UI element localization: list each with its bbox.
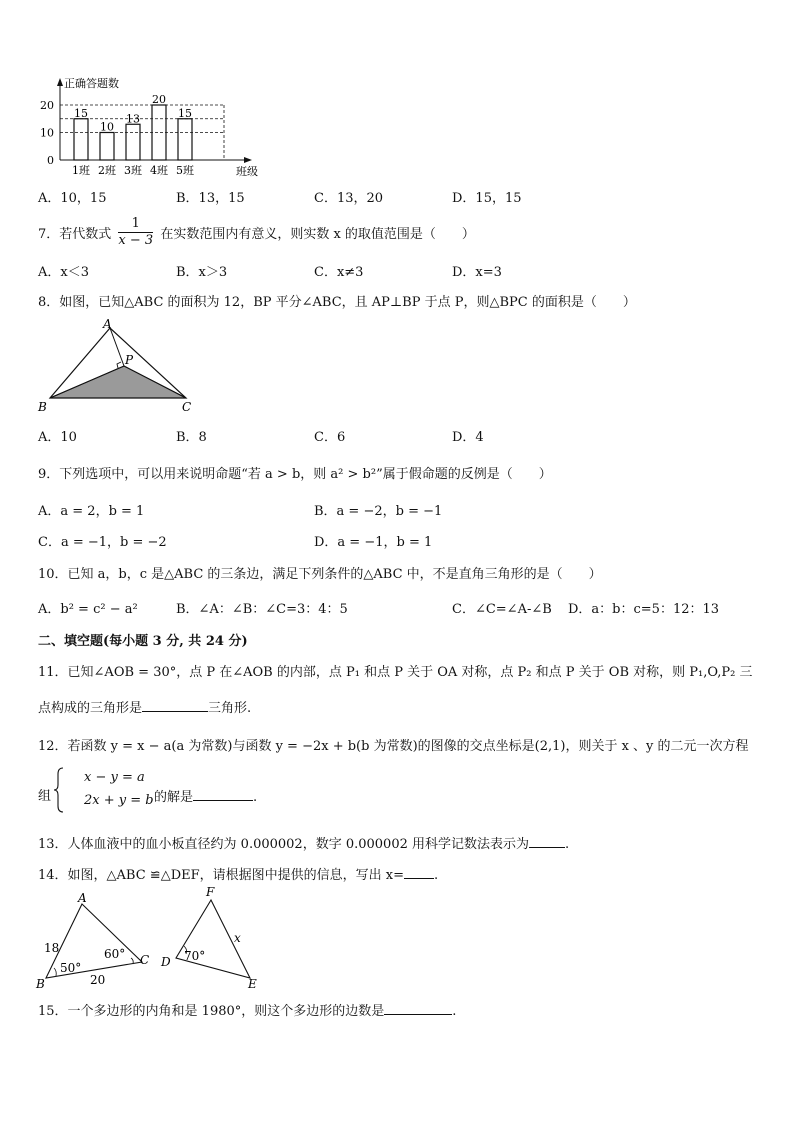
bar-value-label: 15 xyxy=(178,106,192,120)
bar xyxy=(178,119,192,160)
side-fe-length: x xyxy=(234,931,241,945)
q6-option-a[interactable]: A．10，15 xyxy=(38,191,107,206)
label-e: E xyxy=(248,977,257,991)
side-ab-length: 18 xyxy=(44,941,60,955)
bar xyxy=(126,124,140,160)
q14-text: 14．如图，△ABC ≌△DEF，请根据图中提供的信息，写出 x= xyxy=(38,868,404,883)
category-label: 1班 xyxy=(72,164,90,177)
q7-fraction-denominator: x − 3 xyxy=(118,233,154,248)
q12-answer-blank[interactable] xyxy=(193,788,253,801)
q10-stem: 10．已知 a，b，c 是△ABC 的三条边，满足下列条件的△ABC 中，不是直角三角形的是（ ） xyxy=(38,567,602,582)
bar xyxy=(152,105,166,160)
side-bc-length: 20 xyxy=(90,973,106,987)
q15-text: 15．一个多边形的内角和是 1980°，则这个多边形的边数是 xyxy=(38,1004,385,1019)
q15-answer-blank[interactable] xyxy=(384,1002,452,1015)
q11-answer-blank[interactable] xyxy=(142,699,208,712)
label-p: P xyxy=(125,353,134,367)
angle-b-arc xyxy=(54,968,56,976)
x-axis-label: 班级 xyxy=(236,165,258,178)
q12-zu: 组 xyxy=(38,789,52,804)
q11-line-2 xyxy=(38,697,251,716)
q12-line-1: 12．若函数 y = x − a(a 为常数)与函数 y = −2x + b(b 为常数)的图像的交点坐标是(2,1)，则关于 x 、y 的二元一次方程 xyxy=(38,739,749,754)
bar-chart xyxy=(30,72,270,180)
q8-option-b[interactable]: B．8 xyxy=(176,430,207,445)
angle-d-value: 70° xyxy=(184,949,206,963)
q13-stem: 13．人体血液中的血小板直径约为 0.000002，数字 0.000002 用科学记数法表示为 . xyxy=(38,837,570,852)
q7-fraction-numerator: 1 xyxy=(118,216,153,233)
angle-b-value: 50° xyxy=(60,961,82,975)
q11-line-2-lead: 点构成的三角形是 xyxy=(38,701,143,716)
bar-value-label: 20 xyxy=(152,93,166,106)
brace-icon xyxy=(52,766,66,814)
category-label: 4班 xyxy=(150,164,168,177)
q9-stem: 9．下列选项中，可以用来说明命题“若 a > b，则 a² > b²”属于假命题的反例是（ ） xyxy=(38,467,552,482)
q10-option-b[interactable]: B．∠A：∠B：∠C=3：4：5 xyxy=(176,602,348,617)
q10-option-d[interactable]: D．a：b：c=5：12：13 xyxy=(568,602,720,617)
q14-answer-blank[interactable] xyxy=(404,866,434,879)
q14-congruent-triangles-figure xyxy=(34,884,274,992)
y-axis-arrow xyxy=(57,78,63,86)
q12-tail: 的解是 . xyxy=(154,790,258,805)
q15-stem: 15．一个多边形的内角和是 1980°，则这个多边形的边数是 . xyxy=(38,1004,457,1019)
y-tick-label: 10 xyxy=(40,126,54,140)
q9-option-b[interactable]: B．a = −2，b = −1 xyxy=(314,504,443,519)
q12-equation-2: 2x + y = b xyxy=(84,793,154,808)
q12-system xyxy=(38,766,298,814)
chart-title: 正确答题数 xyxy=(64,77,119,90)
q7-suffix: 在实数范围内有意义，则实数 x 的取值范围是（ ） xyxy=(160,227,475,242)
q9-option-d[interactable]: D．a = −1，b = 1 xyxy=(314,535,433,550)
label-a: A xyxy=(78,891,87,905)
q6-option-b[interactable]: B．13，15 xyxy=(176,191,245,206)
bar-value-label: 13 xyxy=(126,112,140,126)
q7-stem xyxy=(38,216,475,249)
label-b: B xyxy=(36,977,45,991)
q8-stem: 8．如图，已知△ABC 的面积为 12，BP 平分∠ABC，且 AP⊥BP 于点 P，则△BPC 的面积是（ ） xyxy=(38,295,636,310)
q13-text: 13．人体血液中的血小板直径约为 0.000002，数字 0.000002 用科学记数法表示为 xyxy=(38,837,529,852)
q7-fraction xyxy=(118,216,153,249)
q7-option-c[interactable]: C．x≠3 xyxy=(314,265,364,280)
shaded-triangle-bpc xyxy=(50,366,186,398)
q8-option-a[interactable]: A．10 xyxy=(38,430,77,445)
q6-option-c[interactable]: C．13，20 xyxy=(314,191,384,206)
q14-stem: 14．如图，△ABC ≌△DEF，请根据图中提供的信息，写出 x= . xyxy=(38,868,439,883)
category-label: 3班 xyxy=(124,164,142,177)
category-label: 5班 xyxy=(176,164,194,177)
angle-c-value: 60° xyxy=(104,947,126,961)
y-tick-label: 0 xyxy=(47,154,54,167)
x-axis-arrow xyxy=(244,157,252,163)
q8-option-d[interactable]: D．4 xyxy=(452,430,484,445)
bar xyxy=(74,119,88,160)
label-a: A xyxy=(103,317,112,331)
q11-line-1: 11．已知∠AOB = 30°，点 P 在∠AOB 的内部，点 P₁ 和点 P 关于 OA 对称，点 P₂ 和点 P 关于 OB 对称，则 P₁,O,P₂ 三 xyxy=(38,665,753,680)
q8-triangle-figure xyxy=(34,316,204,416)
y-tick-label: 20 xyxy=(40,99,54,112)
section-title-fill-in: 二、填空题(每小题 3 分, 共 24 分) xyxy=(38,634,248,649)
label-d: D xyxy=(161,955,171,969)
bar-value-label: 10 xyxy=(100,120,114,134)
q7-option-b[interactable]: B．x＞3 xyxy=(176,265,228,280)
q9-option-c[interactable]: C．a = −1，b = −2 xyxy=(38,535,167,550)
label-b: B xyxy=(38,400,47,414)
q13-answer-blank[interactable] xyxy=(529,835,565,848)
label-f: F xyxy=(206,885,215,899)
bar xyxy=(100,133,114,161)
q12-tail-text: 的解是 xyxy=(154,790,194,805)
q12-equation-1: x − y = a xyxy=(84,770,145,785)
bar-value-label: 15 xyxy=(74,106,88,120)
q11-line-2-tail: 三角形. xyxy=(208,701,252,716)
label-c: C xyxy=(140,953,150,967)
q7-prefix: 7．若代数式 xyxy=(38,227,112,242)
q7-option-d[interactable]: D．x=3 xyxy=(452,265,502,280)
q7-option-a[interactable]: A．x＜3 xyxy=(38,265,89,280)
q6-option-d[interactable]: D．15，15 xyxy=(452,191,522,206)
label-c: C xyxy=(182,400,192,414)
q10-option-a[interactable]: A．b² = c² − a² xyxy=(38,602,138,617)
q10-option-c[interactable]: C．∠C=∠A-∠B xyxy=(452,602,552,617)
category-label: 2班 xyxy=(98,164,116,177)
q9-option-a[interactable]: A．a = 2，b = 1 xyxy=(38,504,145,519)
q8-option-c[interactable]: C．6 xyxy=(314,430,346,445)
